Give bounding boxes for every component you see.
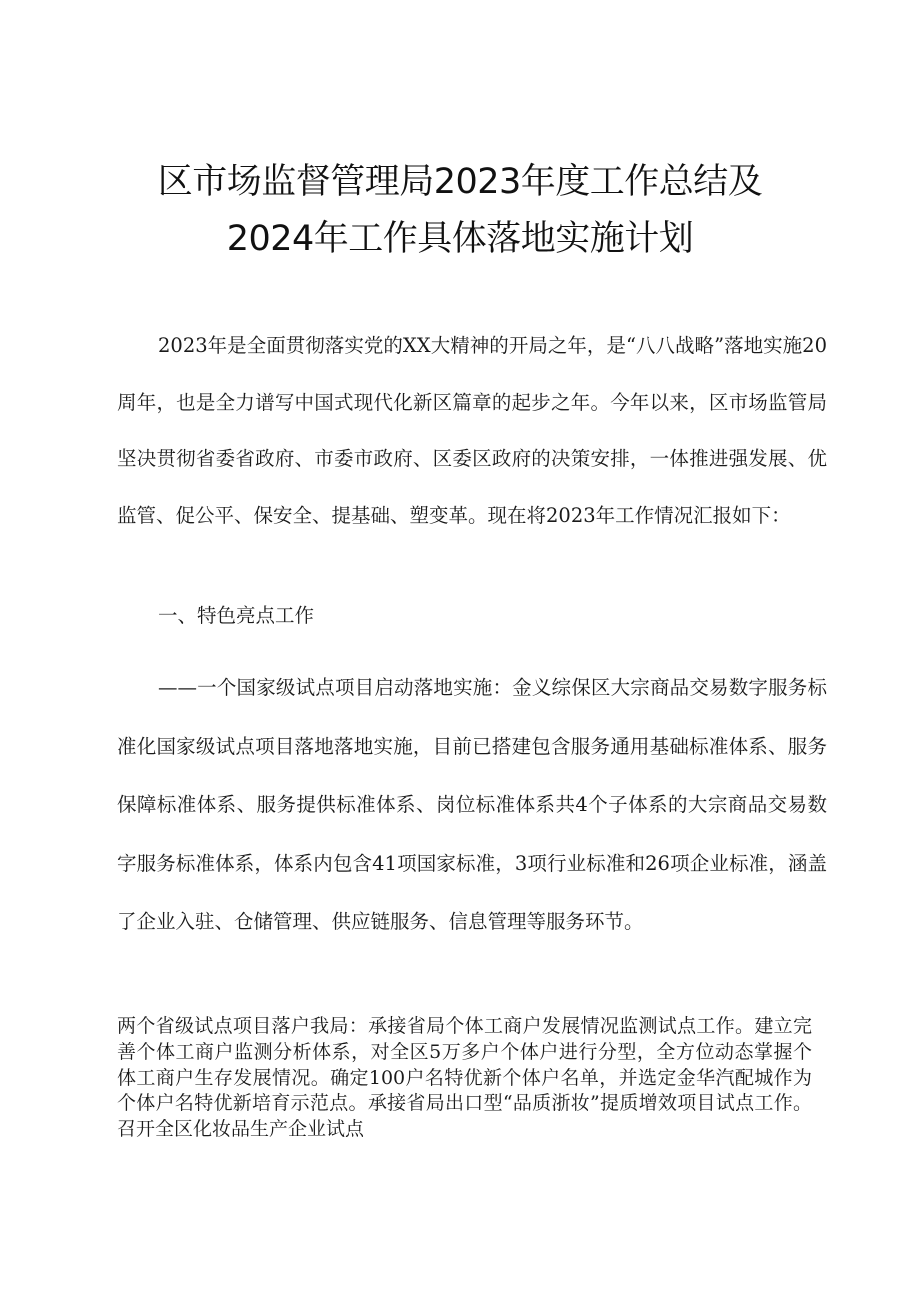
- highlight-item-paragraph: ——一个国家级试点项目启动落地实施：金义综保区大宗商品交易数字服务标准化国家级试点项目落地落地实施，目前已搭建包含服务通用基础标准体系、服务保障标准体系、服务提供标准体系、岗位标准体系共4个子体系的大宗商品交易数字服务标准体系，体系内包含41项国家标准，3项行业标准和26项企业标准，涵盖了企业入驻、仓储管理、供应链服务、信息管理等服务环节。: [117, 676, 827, 933]
- document-title-line-1: 区市场监督管理局2023年度工作总结及: [157, 162, 763, 202]
- intro-paragraph: 2023年是全面贯彻落实党的XX大精神的开局之年，是“八八战略”落地实施20周年，也是全力谱写中国式现代化新区篇章的起步之年。今年以来，区市场监管局坚决贯彻省委省政府、市委市政府、区委区政府的决策安排，一体推进强发展、优监管、促公平、保安全、提基础、塑变革。现在将2023年工作情况汇报如下：: [117, 334, 827, 527]
- document-title-line-2: 2024年工作具体落地实施计划: [226, 219, 694, 259]
- pilot-projects-paragraph: 两个省级试点项目落户我局：承接省局个体工商户发展情况监测试点工作。建立完善个体工商户监测分析体系，对全区5万多户个体户进行分型，全方位动态掌握个体工商户生存发展情况。确定100户名特优新个体户名单，并选定金华汽配城作为个体户名特优新培育示范点。承接省局出口型“品质浙妆”提质增效项目试点工作。召开全区化妆品生产企业试点: [117, 1015, 812, 1141]
- section-heading: 一、特色亮点工作: [158, 604, 315, 627]
